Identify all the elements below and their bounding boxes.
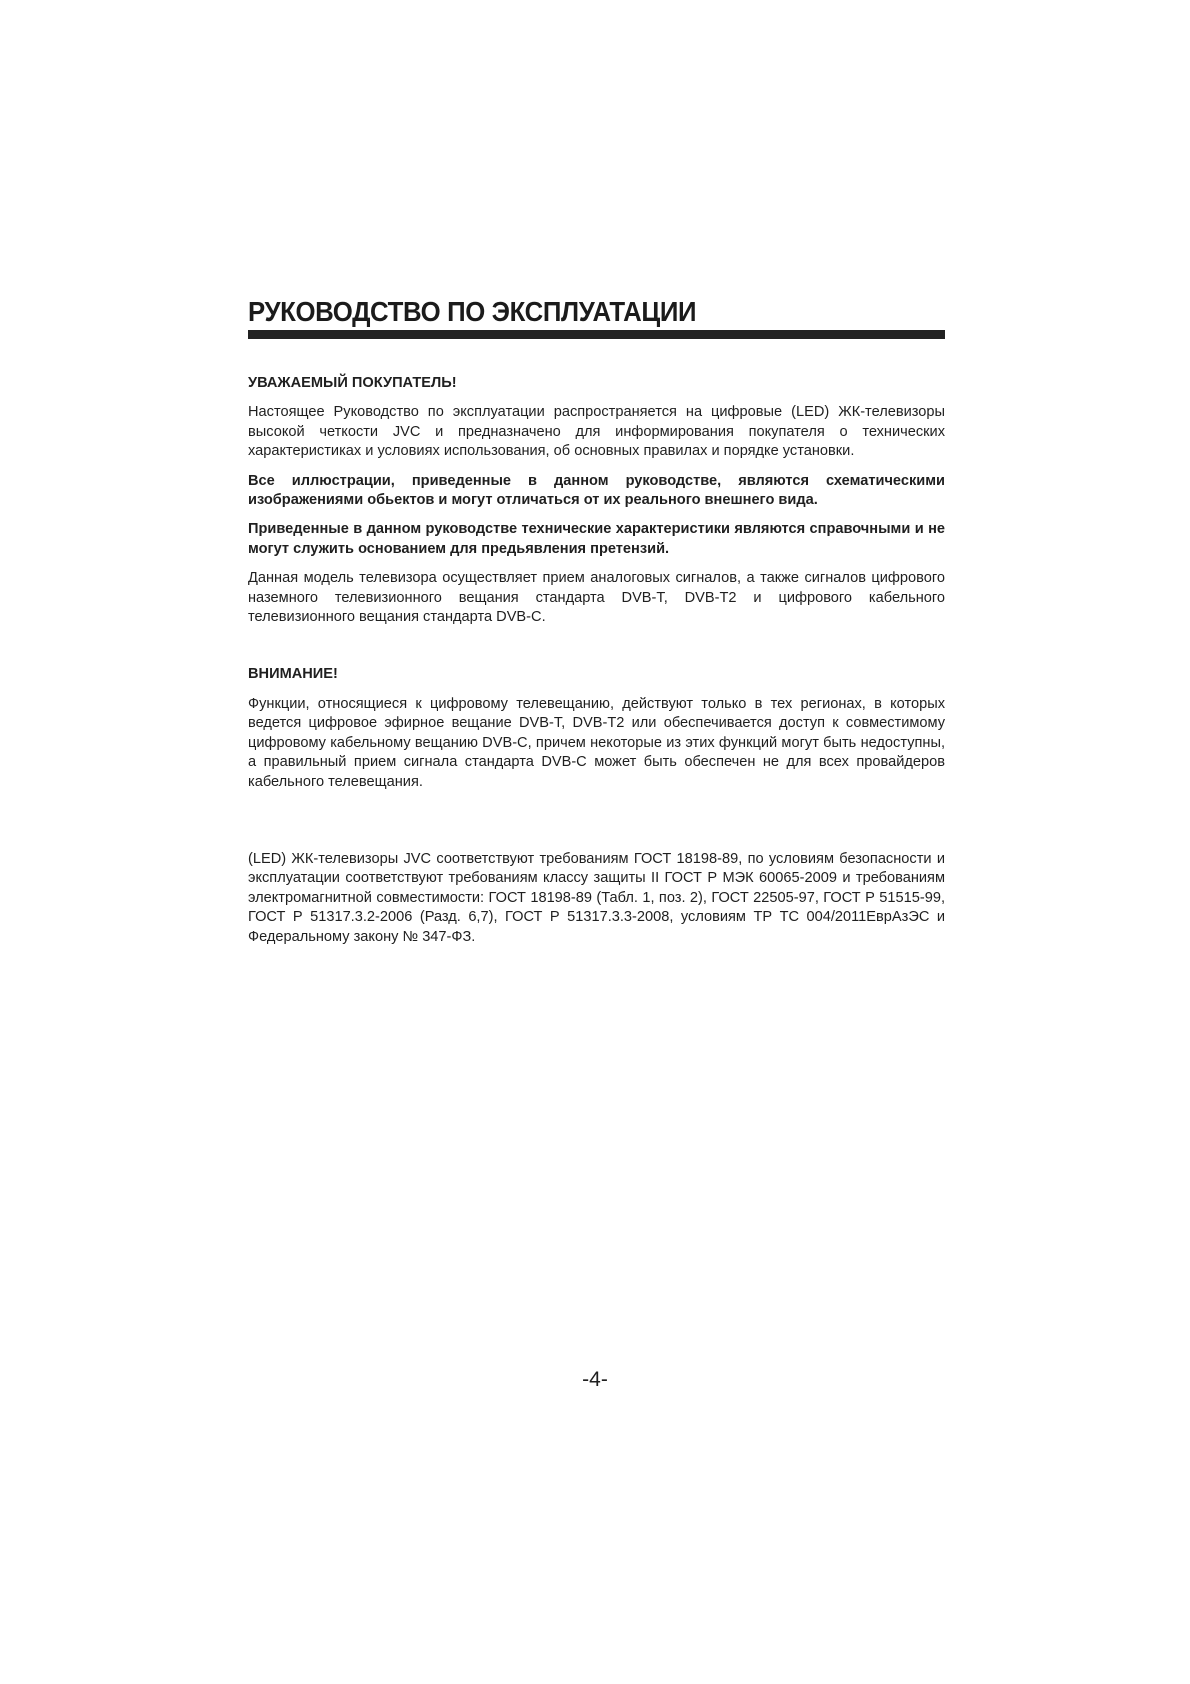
greeting-heading: УВАЖАЕМЫЙ ПОКУПАТЕЛЬ! xyxy=(248,375,457,391)
specs-note: Приведенные в данном руководстве технические характеристики являются справочными и не могут служить основанием для предьявления претензий. xyxy=(248,521,945,557)
page-number: -4- xyxy=(582,1368,608,1391)
page-title: РУКОВОДСТВО ПО ЭКСПЛУАТАЦИИ xyxy=(248,296,697,327)
compliance-paragraph: (LED) ЖК-телевизоры JVC соответствуют требованиям ГОСТ 18198-89, по условиям безопасности и эксплуатации соответствуют требованиям классу защиты II ГОСТ Р МЭК 60065-2009 и требованиям электромагнитной совместимости: ГОСТ 18198-89 (Табл. 1, поз. 2), ГОСТ 22505-97, ГОСТ Р 51515-99, ГОСТ Р 51317.3.2-2006 (Разд. 6,7), ГОСТ Р 51317.3.3-2008, условиям ТР ТС 004/2011ЕврАзЭС и Федеральному закону № 347-ФЗ. xyxy=(248,850,945,945)
reception-paragraph: Данная модель телевизора осуществляет прием аналоговых сигналов, а также сигналов цифрового наземного телевизионного вещания стандарта DVB-T, DVB-T2 и цифрового кабельного телевизионного вещания стандарта DVB-C. xyxy=(248,570,945,626)
illustrations-note: Все иллюстрации, приведенные в данном руководстве, являются схематическими изображениями обьектов и могут отличаться от их реального внешнего вида. xyxy=(248,472,945,509)
document-body xyxy=(248,374,945,947)
title-rule xyxy=(248,330,945,339)
intro-paragraph: Настоящее Руководство по эксплуатации распространяется на цифровые (LED) ЖК-телевизоры высокой четкости JVC и предназначено для информирования покупателя о технических характеристиках и условиях использования, об основных правилах и порядке установки. xyxy=(248,404,945,460)
attention-heading: ВНИМАНИЕ! xyxy=(248,666,338,683)
attention-paragraph: Функции, относящиеся к цифровому телевещанию, действуют только в тех регионах, в которых ведется цифровое эфирное вещание DVB-T, DVB-T2 или обеспечивается доступ к совместимому цифровому кабельному вещанию DVB-C, причем некоторые из этих функций могут быть недоступны, а правильный прием сигнала стандарта DVB-C может быть обеспечен не для всех провайдеров кабельного телевещания. xyxy=(248,695,945,790)
